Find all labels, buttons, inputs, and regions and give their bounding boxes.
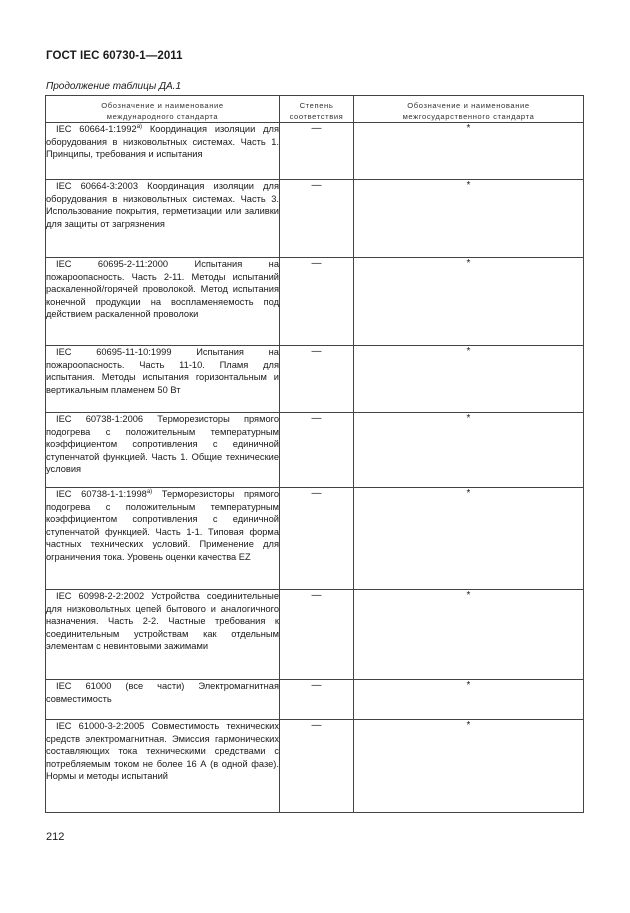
standard-title: Координация изоляции для оборудования в низковольтных системах. Часть 1. Принципы, требования и испытания bbox=[46, 124, 279, 160]
international-standard-cell bbox=[46, 123, 280, 180]
international-standard-cell bbox=[46, 590, 280, 680]
table-row bbox=[46, 258, 584, 346]
degree-cell: — bbox=[280, 590, 354, 680]
standard-code: IEC 61000-3-2:2005 bbox=[56, 721, 145, 731]
table-row bbox=[46, 488, 584, 590]
standard-code: IEC 61000 bbox=[56, 681, 112, 691]
standard-code: IEC 60664-1:1992 bbox=[56, 124, 137, 134]
interstate-standard-cell: * bbox=[354, 680, 584, 720]
table-row bbox=[46, 346, 584, 413]
header-degree bbox=[280, 96, 354, 123]
international-standard-cell bbox=[46, 258, 280, 346]
standard-title: Терморезисторы прямого подогрева с положительным температурным коэффициентом сопротивления с единичной ступенчатой функцией. Часть 1-1. Типовая форма частных технических условий. Применение для ограничения тока. Уровень оценки качества EZ bbox=[46, 489, 279, 562]
footnote-marker: a) bbox=[146, 488, 153, 495]
standard-title: Совместимость технических средств электромагнитная. Эмиссия гармонических составляющих тока техническими средствами с потребляемым током не более 16 А (в одной фазе). Нормы и методы испытаний bbox=[46, 721, 279, 782]
header-interstate-standard bbox=[354, 96, 584, 123]
international-standard-cell bbox=[46, 680, 280, 720]
degree-cell: — bbox=[280, 720, 354, 813]
standard-code: IEC 60664-3:2003 bbox=[56, 181, 139, 191]
header-col2-line2: соответствия bbox=[289, 112, 344, 121]
standard-code: IEC 60738-1-1:1998 bbox=[56, 489, 147, 499]
interstate-standard-cell: * bbox=[354, 258, 584, 346]
degree-cell: — bbox=[280, 346, 354, 413]
interstate-standard-cell: * bbox=[354, 720, 584, 813]
header-col1-line2: международного стандарта bbox=[106, 112, 219, 121]
interstate-standard-cell: * bbox=[354, 346, 584, 413]
table-row bbox=[46, 123, 584, 180]
table-caption: Продолжение таблицы ДА.1 bbox=[46, 81, 182, 92]
degree-cell: — bbox=[280, 488, 354, 590]
header-col1-line1: Обозначение и наименование bbox=[101, 101, 224, 110]
degree-cell: — bbox=[280, 680, 354, 720]
footnote-marker: a) bbox=[136, 123, 143, 130]
table-row bbox=[46, 720, 584, 813]
table-header-row bbox=[46, 96, 584, 123]
interstate-standard-cell: * bbox=[354, 488, 584, 590]
document-header: ГОСТ IEC 60730-1—2011 bbox=[46, 50, 183, 62]
table-row bbox=[46, 590, 584, 680]
degree-cell: — bbox=[280, 258, 354, 346]
standard-title: Устройства соединительные для низковольтных цепей бытового и аналогичного назначения. Часть 2-2. Частные требования к соединительным устройствам как отдельным элементам с невинтовыми зажимами bbox=[46, 591, 279, 652]
international-standard-cell bbox=[46, 413, 280, 488]
header-col3-line1: Обозначение и наименование bbox=[407, 101, 530, 110]
table-row bbox=[46, 680, 584, 720]
interstate-standard-cell: * bbox=[354, 180, 584, 258]
standard-code: IEC 60695-2-11:2000 bbox=[56, 259, 169, 269]
degree-cell: — bbox=[280, 180, 354, 258]
international-standard-cell bbox=[46, 488, 280, 590]
table-row bbox=[46, 180, 584, 258]
standard-code: IEC 60695-11-10:1999 bbox=[56, 347, 172, 357]
standard-code: IEC 60738-1:2006 bbox=[56, 414, 144, 424]
table-row bbox=[46, 413, 584, 488]
degree-cell: — bbox=[280, 123, 354, 180]
degree-cell: — bbox=[280, 413, 354, 488]
international-standard-cell bbox=[46, 180, 280, 258]
international-standard-cell bbox=[46, 346, 280, 413]
standard-title: Испытания на пожароопасность. Часть 11-10. Пламя для испытания. Методы испытания горизонтальным и вертикальным пламенем 50 Вт bbox=[46, 347, 279, 395]
standard-title: Терморезисторы прямого подогрева с положительным температурным коэффициентом сопротивления с единичной ступенчатой функцией. Часть 1. Общие технические условия bbox=[46, 414, 279, 475]
interstate-standard-cell: * bbox=[354, 413, 584, 488]
interstate-standard-cell: * bbox=[354, 123, 584, 180]
standard-title: (все части) Электромагнитная совместимость bbox=[46, 681, 280, 704]
header-international-standard bbox=[46, 96, 280, 123]
header-col3-line2: межгосударственного стандарта bbox=[402, 112, 535, 121]
standard-title: Испытания на пожароопасность. Часть 2-11. Методы испытаний раскаленной/горячей проволокой. Метод испытания конечной продукции на воспламеняемость под действием раскаленной проволоки bbox=[46, 259, 279, 320]
standards-table bbox=[45, 95, 584, 813]
standard-title: Координация изоляции для оборудования в низковольтных системах. Часть 3. Использование покрытия, герметизации или заливки для защиты от загрязнения bbox=[46, 181, 280, 229]
international-standard-cell bbox=[46, 720, 280, 813]
standard-code: IEC 60998-2-2:2002 bbox=[56, 591, 145, 601]
page-number: 212 bbox=[46, 831, 65, 843]
header-col2-line1: Степень bbox=[299, 101, 334, 110]
interstate-standard-cell: * bbox=[354, 590, 584, 680]
